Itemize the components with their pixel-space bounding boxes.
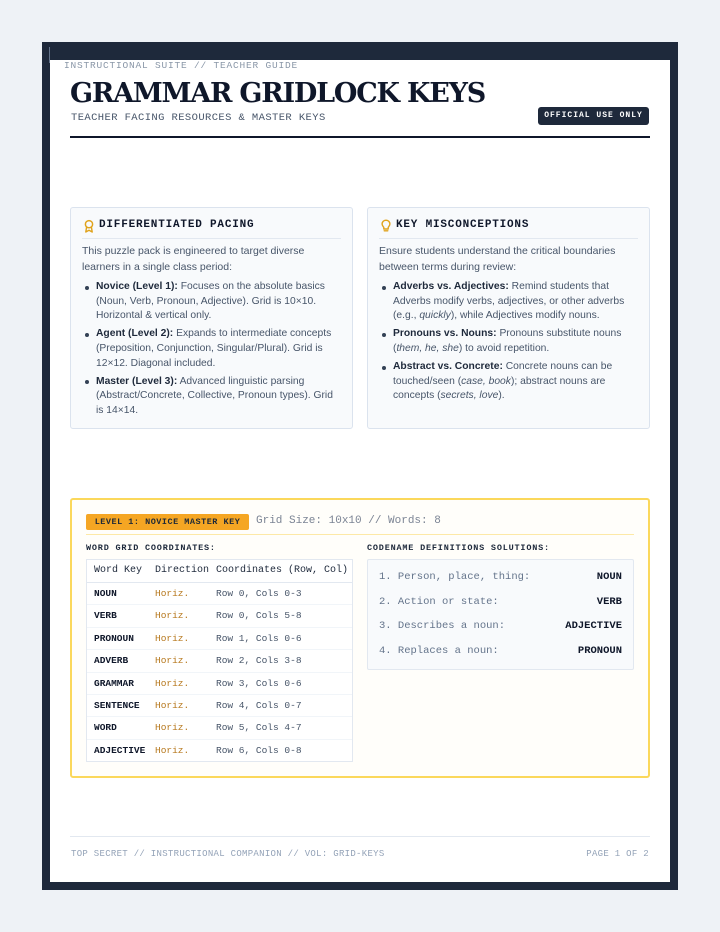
misconception-label: Adverbs vs. Adjectives: [393, 281, 509, 292]
definition-answer: PRONOUN [577, 644, 622, 657]
page-subtitle: TEACHER FACING RESOURCES & MASTER KEYS [71, 112, 326, 124]
misconception-abstract [379, 360, 639, 404]
word-key-cell: PRONOUN [94, 632, 134, 644]
direction-cell: Horiz. [155, 722, 190, 734]
pacing-heading: DIFFERENTIATED PACING [99, 219, 255, 231]
direction-cell: Horiz. [155, 632, 190, 644]
direction-cell: Horiz. [155, 744, 190, 756]
definition-clue: 4. Replaces a noun: [379, 644, 499, 657]
table-row [87, 605, 352, 627]
definition-row [368, 590, 633, 615]
footer-text: TOP SECRET // INSTRUCTIONAL COMPANION // VOL: GRID-KEYS [71, 849, 385, 859]
table-row [87, 740, 352, 762]
coords-label: WORD GRID COORDINATES: [86, 543, 216, 553]
misconception-text: Pronouns substitute nouns ( [393, 328, 622, 354]
defs-label: CODENAME DEFINITIONS SOLUTIONS: [367, 543, 550, 553]
pacing-list [82, 280, 342, 422]
table-row [87, 628, 352, 650]
misconception-label: Pronouns vs. Nouns: [393, 328, 497, 340]
misconception-label: Abstract vs. Concrete: [393, 361, 503, 373]
misconception-example: quickly [419, 310, 451, 322]
direction-cell: Horiz. [155, 655, 190, 667]
column-header-direction: Direction [155, 565, 210, 576]
misconception-text: ); abstract nouns are concepts ( [393, 375, 606, 402]
misconception-text: Concrete nouns can be touched/seen ( [393, 361, 613, 387]
word-key-cell: GRAMMAR [94, 677, 134, 689]
level-tag: LEVEL 1: NOVICE MASTER KEY [86, 514, 249, 530]
word-key-cell: ADJECTIVE [94, 744, 146, 756]
misconception-example: them, he, she [396, 342, 459, 354]
table-row [87, 717, 352, 739]
award-icon [82, 219, 96, 233]
pacing-item-label: Master (Level 3): [96, 375, 178, 387]
column-header-coordinates: Coordinates (Row, Col) [216, 565, 349, 576]
pacing-item-agent [82, 327, 342, 371]
definition-clue: 3. Describes a noun: [379, 620, 506, 633]
definition-row [368, 639, 633, 664]
word-key-cell: ADVERB [94, 655, 129, 667]
pacing-card-header [82, 219, 341, 239]
definition-answer: VERB [596, 595, 622, 608]
pacing-item-label: Novice (Level 1): [96, 281, 178, 292]
word-key-cell: NOUN [94, 588, 117, 599]
definitions-box [367, 559, 634, 670]
misconceptions-card-header [379, 219, 638, 239]
misconception-pronouns [379, 327, 639, 356]
pacing-item-text: Advanced linguistic parsing (Abstract/Concrete, Collective, Pronoun types). Grid is 14×14. [96, 375, 333, 416]
official-badge: OFFICIAL USE ONLY [538, 107, 649, 125]
page-title: GRAMMAR GRIDLOCK KEYS [70, 78, 486, 109]
header-divider [70, 136, 650, 138]
pacing-item-text: Focuses on the absolute basics (Noun, Verb, Pronoun, Adjective). Grid is 10×10. Horizontal & vertical only. [96, 281, 325, 322]
direction-cell: Horiz. [155, 677, 190, 689]
misconception-text: Remind students that Adverbs modify verbs, adjectives, or other adverbs (e.g., [393, 281, 625, 322]
misconceptions-card [367, 207, 650, 429]
pacing-item-novice [82, 280, 342, 324]
frame-corner-mark [49, 47, 50, 63]
table-row [87, 695, 352, 717]
novice-divider [86, 534, 634, 535]
coordinates-cell: Row 2, Cols 3-8 [216, 655, 302, 667]
page-number: PAGE 1 OF 2 [586, 849, 649, 859]
misconception-text: ) to avoid repetition. [458, 342, 550, 354]
misconception-example: case, book [461, 375, 511, 387]
misconception-adverbs [379, 280, 639, 324]
lightbulb-icon [379, 219, 393, 233]
definition-row [368, 565, 633, 590]
coordinates-cell: Row 1, Cols 0-6 [216, 632, 302, 644]
footer-divider [70, 836, 650, 837]
misconceptions-list [379, 280, 639, 408]
misconceptions-intro: Ensure students understand the critical boundaries between terms during review: [379, 245, 616, 273]
pacing-intro: This puzzle pack is engineered to target diverse learners in a single class period: [82, 245, 305, 273]
definition-clue: 2. Action or state: [379, 595, 499, 608]
table-row [87, 650, 352, 672]
word-key-cell: VERB [94, 610, 117, 622]
suite-label: INSTRUCTIONAL SUITE // TEACHER GUIDE [64, 60, 299, 71]
definition-clue: 1. Person, place, thing: [379, 571, 531, 583]
pacing-card [70, 207, 353, 429]
direction-cell: Horiz. [155, 588, 190, 599]
direction-cell: Horiz. [155, 700, 190, 711]
misconception-text: ), while Adjectives modify nouns. [450, 310, 600, 322]
column-header-word: Word Key [94, 565, 143, 576]
word-key-cell: WORD [94, 722, 117, 734]
table-row [87, 673, 352, 695]
pacing-item-master [82, 375, 342, 419]
misconception-text: ). [498, 390, 505, 402]
coordinates-cell: Row 5, Cols 4-7 [216, 722, 302, 734]
coordinates-table [86, 559, 353, 762]
coordinates-cell: Row 0, Cols 0-3 [216, 588, 302, 599]
coordinates-cell: Row 0, Cols 5-8 [216, 610, 302, 622]
coordinates-cell: Row 3, Cols 0-6 [216, 677, 302, 689]
word-key-cell: SENTENCE [94, 700, 140, 711]
pacing-item-text: Expands to intermediate concepts (Preposition, Conjunction, Singular/Plural). Grid is 12×12. Diagonal included. [96, 328, 332, 369]
misconceptions-heading: KEY MISCONCEPTIONS [396, 219, 530, 231]
table-row [87, 583, 352, 605]
definition-answer: ADJECTIVE [565, 620, 622, 633]
grid-info: Grid Size: 10x10 // Words: 8 [256, 515, 441, 527]
coordinates-cell: Row 4, Cols 0-7 [216, 700, 302, 711]
direction-cell: Horiz. [155, 610, 190, 622]
pacing-item-label: Agent (Level 2): [96, 328, 174, 340]
coordinates-cell: Row 6, Cols 0-8 [216, 744, 302, 756]
definition-row [368, 614, 633, 639]
definition-answer: NOUN [596, 571, 622, 583]
misconception-example: secrets, love [440, 390, 499, 402]
